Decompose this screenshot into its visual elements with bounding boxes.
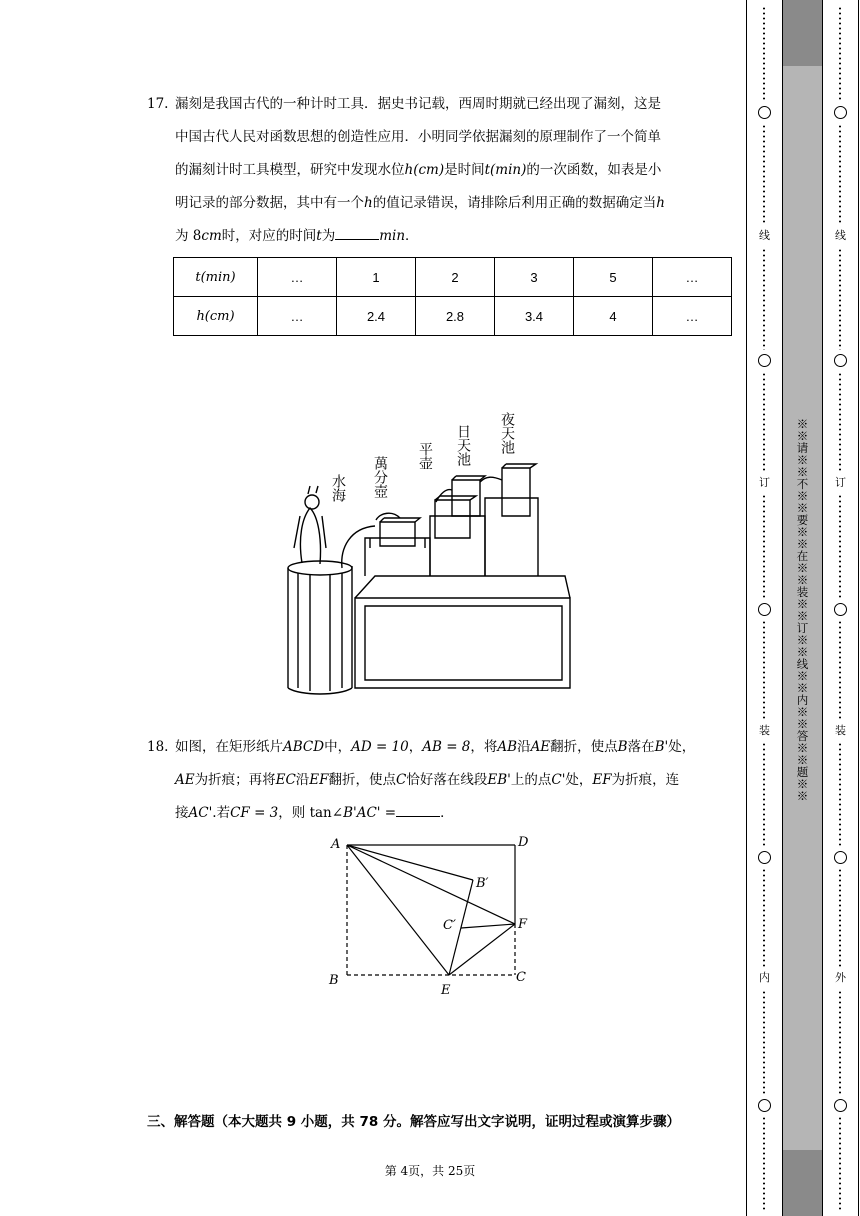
- table-header: t(min): [174, 258, 258, 297]
- point-label-f: F: [518, 917, 528, 932]
- table-cell: 3.4: [495, 297, 574, 336]
- table-cell: 3: [495, 258, 574, 297]
- page-footer: [0, 1162, 860, 1179]
- binding-gray-bottom: [783, 1150, 822, 1216]
- label-flat-pot: 平壶: [417, 442, 433, 470]
- question-number: 18.: [147, 739, 169, 755]
- table-cell: …: [258, 258, 337, 297]
- page-number: 第 4页，共 25页: [384, 1164, 476, 1178]
- text-line: 中国古代人民对函数思想的创造性应用．小明同学依据漏刻的原理制作了一个简单: [175, 129, 661, 145]
- label-wanfen-pot: 萬分壺: [372, 456, 388, 498]
- text-line: 为 8cm时，对应的时间t为 min．: [147, 220, 719, 253]
- text-line: 接AC'.若CF = 3，则 tan∠B'AC' = ．: [147, 797, 719, 830]
- binding-gray-top: [783, 0, 822, 66]
- point-label-b-prime: B′: [476, 876, 489, 891]
- table-cell: 5: [574, 258, 653, 297]
- table-cell: 2.4: [337, 297, 416, 336]
- rectangle-fold-diagram: [325, 830, 545, 1000]
- table-cell: 2.8: [416, 297, 495, 336]
- table-cell: 2: [416, 258, 495, 297]
- table-cell: 1: [337, 258, 416, 297]
- text-line: 的漏刻计时工具模型，研究中发现水位h(cm)是时间t(min)的一次函数，如表是小: [175, 162, 662, 178]
- binding-label: 装: [835, 724, 846, 737]
- text-line: 漏刻是我国古代的一种计时工具．据史书记载，西周时期就已经出现了漏刻，这是: [175, 96, 661, 112]
- table-row: [174, 258, 732, 297]
- binding-label: 内: [759, 971, 770, 984]
- answer-blank[interactable]: [396, 802, 440, 817]
- point-label-e: E: [441, 983, 451, 998]
- outer-strip-marks: [822, 0, 859, 1216]
- label-day-pool: 日天池: [455, 424, 471, 466]
- point-label-a: A: [331, 837, 341, 852]
- point-label-b: B: [329, 973, 339, 988]
- inner-strip-marks: [746, 0, 783, 1216]
- binding-label: 线: [835, 229, 846, 242]
- label-water-sea: 水海: [330, 474, 346, 502]
- table-row: [174, 297, 732, 336]
- label-night-pool: 夜天池: [499, 412, 515, 454]
- binding-label: 订: [835, 476, 846, 489]
- text-line: 明记录的部分数据，其中有一个h的值记录错误，请排除后利用正确的数据确定当h: [175, 195, 665, 211]
- answer-blank[interactable]: [335, 225, 379, 240]
- point-label-c-prime: C′: [443, 918, 456, 933]
- data-table: [173, 257, 732, 336]
- table-cell: 4: [574, 297, 653, 336]
- table-header: h(cm): [174, 297, 258, 336]
- binding-label: 线: [759, 229, 770, 242]
- binding-label: 外: [835, 971, 846, 984]
- question-number: 17.: [147, 96, 169, 112]
- binding-label: 订: [759, 476, 770, 489]
- question-17: [147, 88, 719, 253]
- table-cell: …: [653, 297, 732, 336]
- point-label-c: C: [516, 970, 526, 985]
- binding-label: 装: [759, 724, 770, 737]
- table-cell: …: [258, 297, 337, 336]
- point-label-d: D: [518, 835, 529, 850]
- section-heading: 三、解答题（本大题共 9 小题，共 78 分。解答应写出文字说明，证明过程或演算步骤）: [147, 1114, 680, 1130]
- text-line: AE为折痕；再将EC沿EF翻折，使点C恰好落在线段EB'上的点C'处，EF为折痕，连: [175, 772, 680, 788]
- question-18: 18. 如图，在矩形纸片ABCD中，AD = 10，AB = 8，将AB沿AE翻折，使点B落在B'处， AE为折痕；再将EC沿EF翻折，使点C恰好落在线段EB'上的点C'处，EF为折痕，连 接AC'.若CF = 3，则 tan∠B'AC' = ．: [147, 731, 719, 830]
- table-cell: …: [653, 258, 732, 297]
- binding-notice: ※※请※※不※※要※※在※※装※※订※※线※※内※※答※※题※※: [795, 418, 810, 802]
- water-clock-illustration: [280, 398, 580, 698]
